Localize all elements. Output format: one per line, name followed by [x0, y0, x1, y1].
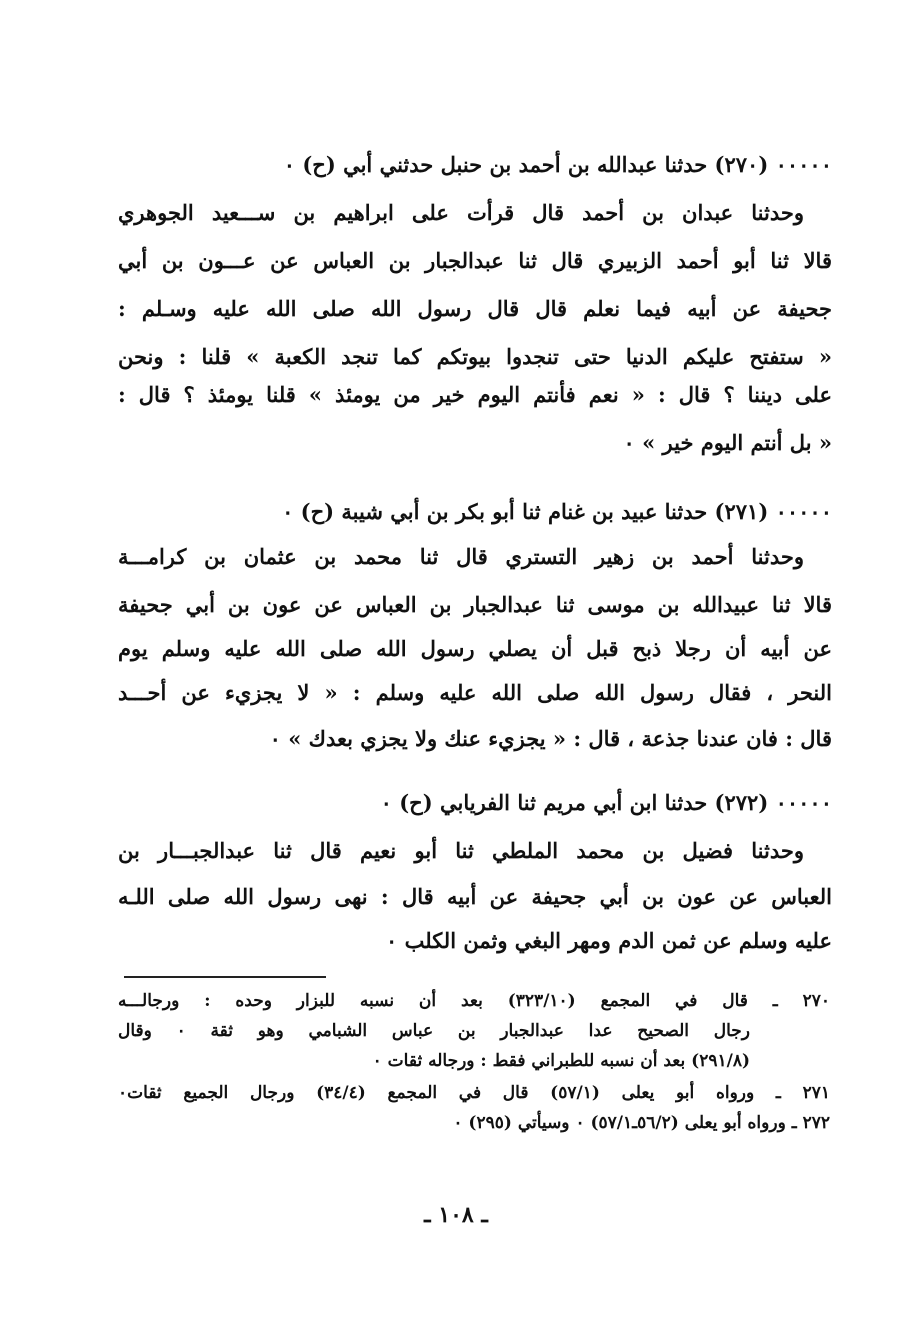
footnote-272: ٢٧٢ ـ ورواه أبو يعلى (٥٦/٢ـ٥٧/١) ٠ وسيأتي (٢٩٥) ٠	[453, 1113, 830, 1133]
hadith-270-line-2: وحدثنا عبدان بن أحمد قال قرأت على ابراهيم بن ســـعيد الجوهري	[118, 200, 804, 225]
hadith-270-line-1: ٠٠٠٠٠ (٢٧٠) حدثنا عبدالله بن أحمد بن حنبل حدثني أبي (ح) ٠	[283, 152, 832, 177]
hadith-272-line-4: عليه وسلم عن ثمن الدم ومهر البغي وثمن الكلب ٠	[386, 928, 832, 953]
hadith-272-line-1: ٠٠٠٠٠ (٢٧٢) حدثنا ابن أبي مريم ثنا الفريابي (ح) ٠	[380, 790, 832, 815]
footnote-270-line-1: ٢٧٠ ـ قال في المجمع (٣٢٣/١٠) بعد أن نسبه للبزار وحده : ورجالـــه	[118, 991, 830, 1011]
hadith-270-line-7: « بل أنتم اليوم خير » ٠	[623, 430, 832, 455]
hadith-271-line-6: قال : فان عندنا جذعة ، قال : « يجزيء عنك ولا يجزي بعدك » ٠	[269, 726, 832, 751]
footnote-271: ٢٧١ ـ ورواه أبو يعلى (٥٧/١) قال في المجمع (٣٤/٤) ورجال الجميع ثقات٠	[118, 1083, 830, 1103]
page-number: ـ ١٠٨ ـ	[424, 1202, 488, 1228]
hadith-272-line-3: العباس عن عون بن أبي جحيفة عن أبيه قال : نهى رسول الله صلى اللـه	[118, 884, 832, 909]
hadith-271-line-3: قالا ثنا عبيدالله بن موسى ثنا عبدالجبار بن العباس عن عون بن أبي جحيفة	[118, 592, 832, 617]
hadith-270-line-6: على ديننا ؟ قال : « نعم فأنتم اليوم خير من يومئذ » قلنا يومئذ ؟ قال :	[118, 382, 832, 407]
hadith-271-line-2: وحدثنا أحمد بن زهير التستري قال ثنا محمد بن عثمان بن كرامـــة	[118, 544, 804, 569]
hadith-272-line-2: وحدثنا فضيل بن محمد الملطي ثنا أبو نعيم قال ثنا عبدالجبـــار بن	[118, 838, 804, 863]
hadith-271-line-4: عن أبيه أن رجلا ذبح قبل أن يصلي رسول الله صلى الله عليه وسلم يوم	[118, 636, 832, 661]
hadith-270-line-3: قالا ثنا أبو أحمد الزبيري قال ثنا عبدالجبار بن العباس عن عـــون بن أبي	[118, 248, 832, 273]
footnote-270-line-3: (٢٩١/٨) بعد أن نسبه للطبراني فقط : ورجاله ثقات ٠	[372, 1051, 750, 1071]
footnote-270-line-2: رجال الصحيح عدا عبدالجبار بن عباس الشبامي وهو ثقة ٠ وقال	[118, 1021, 750, 1041]
hadith-271-line-5: النحر ، فقال رسول الله صلى الله عليه وسلم : « لا يجزيء عن أحـــد	[118, 680, 832, 705]
hadith-271-line-1: ٠٠٠٠٠ (٢٧١) حدثنا عبيد بن غنام ثنا أبو بكر بن أبي شيبة (ح) ٠	[282, 499, 832, 524]
footnote-separator	[124, 976, 326, 978]
hadith-270-line-4: جحيفة عن أبيه فيما نعلم قال قال رسول الله صلى الله عليه وسـلم :	[118, 296, 832, 321]
hadith-270-line-5: « ستفتح عليكم الدنيا حتى تنجدوا بيوتكم كما تنجد الكعبة » قلنا : ونحن	[118, 344, 832, 369]
